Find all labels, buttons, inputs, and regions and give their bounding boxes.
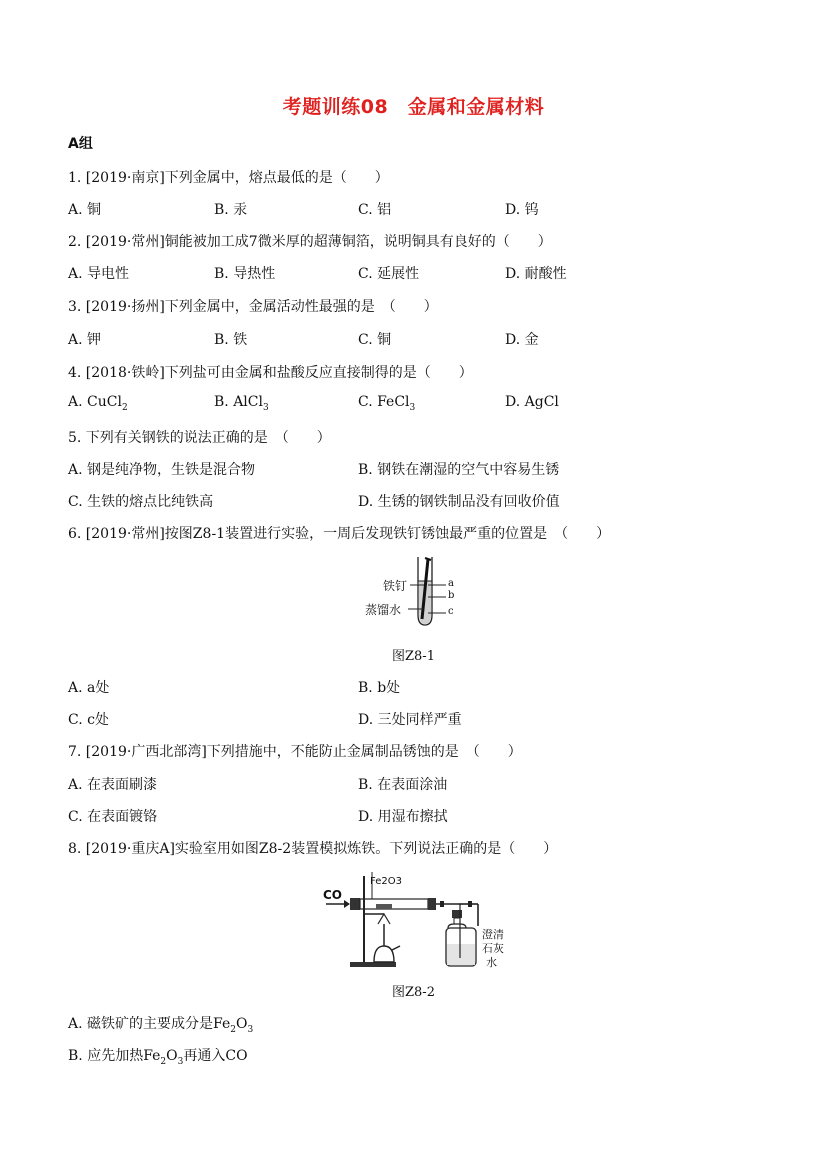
question-8-option-b: B. 应先加热$Fe_2O_3$再通入CO [68, 1048, 248, 1067]
question-5-option-d: D. 生锈的钢铁制品没有回收价值 [358, 494, 560, 510]
question-1-option-b: B. 汞 [214, 202, 248, 218]
question-6-option-a: A. a处 [68, 680, 110, 696]
question-4-option-c: C. FeCl$_3$ [358, 394, 416, 413]
figure-z8-1-label-a: a [448, 578, 454, 589]
figure-z8-2-label-water: 水 [486, 956, 497, 969]
question-5-stem: 5. 下列有关钢铁的说法正确的是 （ ） [68, 430, 331, 446]
question-3-option-c: C. 铜 [358, 332, 392, 348]
question-2-option-d: D. 耐酸性 [505, 266, 567, 282]
question-1-option-a: A. 铜 [68, 202, 102, 218]
question-2-option-c: C. 延展性 [358, 266, 420, 282]
figure-z8-2-label-co: CO [323, 888, 343, 902]
question-4-option-d: D. AgCl [505, 394, 559, 410]
question-7-stem: 7. [2019·广西北部湾]下列措施中，不能防止金属制品锈蚀的是 （ ） [68, 744, 522, 760]
question-8-option-a: A. 磁铁矿的主要成分是$Fe_2O_3$ [68, 1016, 254, 1035]
question-7-option-a: A. 在表面刷漆 [68, 777, 158, 793]
question-3-option-a: A. 钾 [68, 332, 102, 348]
question-7-option-b: B. 在表面涂油 [358, 777, 448, 793]
figure-z8-1-label-b: b [448, 590, 455, 601]
question-2-stem: 2. [2019·常州]铜能被加工成7微米厚的超薄铜箔，说明铜具有良好的（ ） [68, 234, 552, 250]
question-1-option-c: C. 铝 [358, 202, 392, 218]
figure-z8-1-label-c: c [448, 606, 454, 617]
question-6-option-b: B. b处 [358, 680, 401, 696]
question-1-stem: 1. [2019·南京]下列金属中，熔点最低的是（ ） [68, 170, 389, 186]
question-3-stem: 3. [2019·扬州]下列金属中，金属活动性最强的是 （ ） [68, 299, 438, 315]
question-5-option-a: A. 钢是纯净物，生铁是混合物 [68, 462, 256, 478]
question-1-option-d: D. 钨 [505, 202, 539, 218]
question-4-option-b: B. AlCl$_3$ [214, 394, 269, 413]
question-8-stem: 8. [2019·重庆A]实验室用如图Z8-2装置模拟炼铁。下列说法正确的是（ ） [68, 841, 558, 857]
question-3-option-b: B. 铁 [214, 332, 248, 348]
question-3-option-d: D. 金 [505, 332, 539, 348]
figure-z8-2-label-clear: 澄清 [482, 928, 504, 941]
question-5-option-b: B. 钢铁在潮湿的空气中容易生锈 [358, 462, 560, 478]
question-6-stem: 6. [2019·常州]按图Z8-1装置进行实验，一周后发现铁钉锈蚀最严重的位置是 （ ） [68, 526, 611, 542]
question-5-option-c: C. 生铁的熔点比纯铁高 [68, 494, 214, 510]
figure-z8-2-caption: 图Z8-2 [392, 985, 435, 1000]
question-2-option-b: B. 导热性 [214, 266, 276, 282]
figure-z8-1-label-water: 蒸馏水 [365, 603, 402, 617]
group-heading: A组 [68, 136, 93, 152]
figure-z8-2-label-lime: 石灰 [482, 942, 504, 955]
question-2-option-a: A. 导电性 [68, 266, 130, 282]
figure-z8-1-caption: 图Z8-1 [392, 649, 435, 664]
figure-z8-2-label-fe2o3: Fe2O3 [370, 876, 402, 887]
figure-z8-1-label-nail: 铁钉 [383, 579, 408, 593]
question-4-stem: 4. [2018·铁岭]下列盐可由金属和盐酸反应直接制得的是（ ） [68, 365, 473, 381]
page-title: 考题训练08 金属和金属材料 [282, 96, 545, 118]
question-7-option-c: C. 在表面镀铬 [68, 809, 158, 825]
question-6-option-c: C. c处 [68, 712, 109, 728]
question-6-option-d: D. 三处同样严重 [358, 712, 462, 728]
question-7-option-d: D. 用湿布擦拭 [358, 809, 448, 825]
question-4-option-a: A. CuCl$_2$ [68, 394, 128, 413]
